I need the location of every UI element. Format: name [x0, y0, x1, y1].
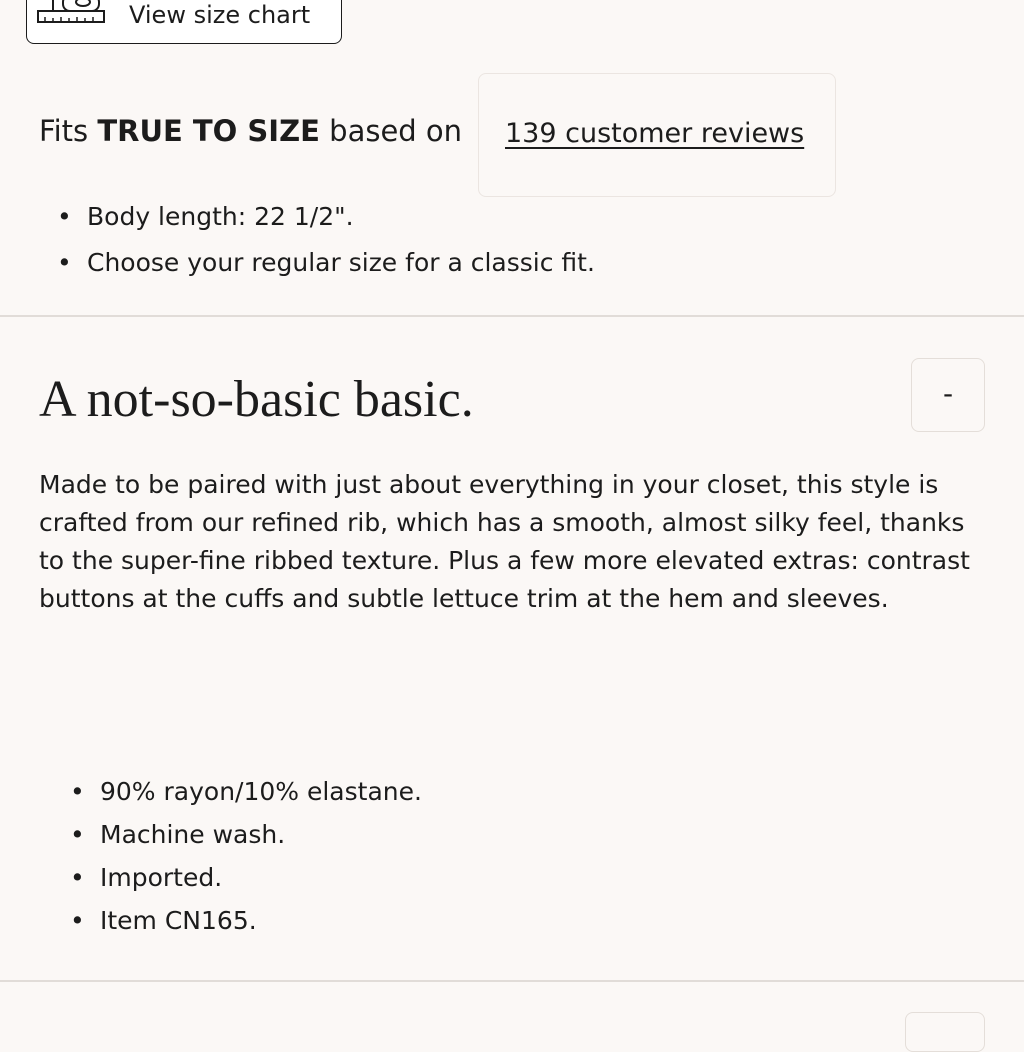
view-size-chart-label: View size chart [129, 1, 311, 29]
section-title: A not-so-basic basic. [39, 371, 474, 428]
fit-rating: TRUE TO SIZE [97, 114, 320, 148]
section-divider [0, 980, 1024, 982]
collapse-label: - [942, 377, 954, 410]
detail-item: • Imported. [100, 858, 422, 901]
collapse-section-button[interactable] [911, 358, 985, 432]
fit-note-item: • Body length: 22 1/2". [87, 199, 595, 245]
fit-summary [39, 114, 462, 148]
detail-item: • Machine wash. [100, 815, 422, 858]
next-section-toggle-button[interactable] [905, 1012, 985, 1052]
view-size-chart-button[interactable] [26, 0, 342, 44]
product-details-list [100, 772, 422, 944]
fit-note-item: • Choose your regular size for a classic fit. [87, 245, 595, 291]
fit-prefix: Fits [39, 114, 89, 148]
measuring-tape-icon [37, 0, 107, 35]
detail-item: • 90% rayon/10% elastane. [100, 772, 422, 815]
detail-item: • Item CN165. [100, 901, 422, 944]
fit-suffix: based on [329, 114, 463, 148]
section-divider [0, 315, 1024, 317]
customer-reviews-link[interactable]: 139 customer reviews [505, 118, 805, 149]
fit-notes-list [87, 199, 595, 291]
product-description: Made to be paired with just about everything in your closet, this style is crafted from our refined rib, which has a smooth, almost silky feel, thanks to the super-fine ribbed texture. Plus a few more elevated extras: contrast buttons at the cuffs and subtle lettuce trim at the hem and sleeves. [39, 470, 970, 613]
reviews-box [478, 73, 836, 197]
